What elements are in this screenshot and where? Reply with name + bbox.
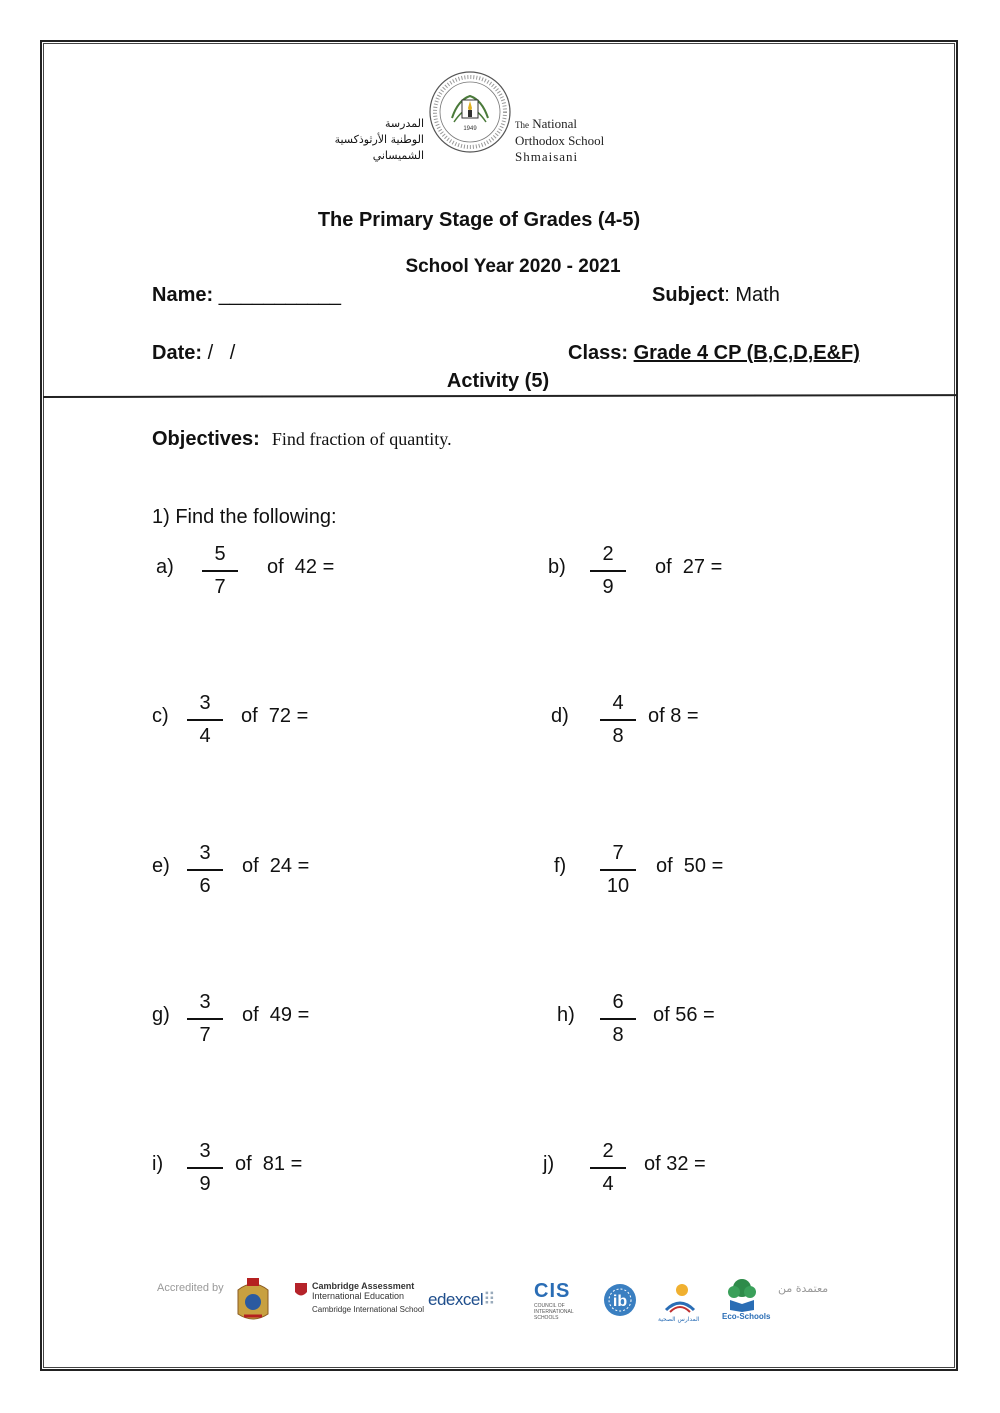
fraction-numerator: 7 — [612, 842, 624, 864]
edexcel-logo — [428, 1290, 495, 1310]
jordan-coat-of-arms-icon — [234, 1276, 272, 1324]
school-name-line1: National — [532, 116, 578, 131]
fraction-denominator: 10 — [606, 875, 630, 897]
fraction-numerator: 5 — [214, 543, 226, 565]
name-field[interactable] — [152, 284, 341, 307]
problem-item — [0, 991, 1000, 1074]
school-year: School Year 2020 - 2021 — [405, 256, 621, 277]
problem-expression[interactable]: of 8 = — [648, 705, 699, 727]
problem-letter: e) — [152, 855, 170, 877]
fraction-bar — [590, 570, 626, 572]
problem-expression[interactable]: of 32 = — [644, 1153, 706, 1175]
school-name-english — [515, 116, 604, 165]
fraction-numerator: 2 — [602, 1140, 614, 1162]
healthy-schools-icon — [660, 1280, 700, 1316]
fraction-denominator: 7 — [214, 576, 226, 598]
seal-year: 1949 — [463, 126, 477, 132]
problem-letter: a) — [156, 556, 174, 578]
class-label: Class: — [568, 342, 629, 364]
fraction — [600, 691, 636, 748]
subject-value: : Math — [724, 284, 780, 306]
problem-letter: d) — [551, 705, 569, 727]
school-name-ar-line1: المدرسة — [385, 117, 424, 130]
problem-letter: f) — [554, 855, 567, 877]
fraction-numerator: 3 — [199, 692, 211, 714]
fraction-bar — [600, 719, 636, 721]
edexcel-dots-icon: ⠿ — [483, 1290, 496, 1309]
fraction-numerator: 2 — [602, 543, 614, 565]
question-prompt: 1) Find the following: — [152, 506, 337, 528]
name-blank[interactable]: ___________ — [218, 284, 342, 306]
eco-schools-label: Eco-Schools — [722, 1312, 771, 1321]
subject-field — [652, 284, 780, 307]
problem-expression[interactable]: of 56 = — [653, 1004, 715, 1026]
edexcel-text: edexcel — [428, 1290, 484, 1309]
ib-text: ib — [612, 1293, 628, 1310]
objectives — [152, 428, 452, 451]
problem-expression[interactable]: of 49 = — [242, 1004, 310, 1026]
accreditation-footer — [150, 1272, 850, 1332]
fraction-denominator: 8 — [612, 725, 624, 747]
fraction-bar — [600, 869, 636, 871]
cis-subtitle: COUNCIL OF INTERNATIONAL SCHOOLS — [534, 1303, 574, 1321]
class-field — [568, 342, 860, 365]
eco-schools-icon — [726, 1278, 758, 1312]
objectives-label: Objectives: — [152, 428, 260, 450]
fraction-denominator: 9 — [199, 1173, 211, 1195]
healthy-schools-label: المدارس الصحية — [658, 1316, 700, 1323]
cambridge-line3: Cambridge International School — [312, 1305, 425, 1314]
problem-letter: c) — [152, 705, 169, 727]
problem-expression[interactable]: of 81 = — [235, 1153, 303, 1175]
date-value[interactable]: / / — [202, 342, 236, 364]
school-name-ar-line2: الوطنية الأرثوذكسية — [334, 133, 424, 146]
cambridge-logo — [312, 1281, 424, 1315]
accredited-by-arabic-label: معتمدة من — [778, 1282, 829, 1295]
school-name-arabic — [318, 116, 424, 164]
school-name-ar-line3: الشميساني — [372, 149, 424, 162]
school-name-line2: Orthodox School — [515, 133, 605, 148]
fraction-numerator: 3 — [199, 991, 211, 1013]
date-label: Date: — [152, 342, 203, 364]
problem-item — [0, 543, 1000, 626]
cis-text: CIS — [534, 1280, 571, 1302]
school-seal-icon — [428, 70, 512, 154]
problem-expression[interactable]: of 50 = — [656, 855, 724, 877]
fraction-numerator: 3 — [199, 1140, 211, 1162]
school-name-prefix: The — [515, 120, 529, 130]
fraction — [600, 841, 636, 898]
problem-item — [0, 1140, 1000, 1223]
date-field[interactable] — [152, 342, 235, 365]
school-name-line3: Shmaisani — [515, 149, 579, 164]
problem-letter: h) — [557, 1004, 575, 1026]
cambridge-shield-icon — [294, 1282, 308, 1300]
name-label: Name: — [152, 284, 214, 306]
fraction — [590, 542, 626, 599]
problem-letter: i) — [152, 1153, 164, 1175]
fraction-denominator: 4 — [199, 725, 211, 747]
fraction-bar — [600, 1018, 636, 1020]
fraction-denominator: 8 — [612, 1024, 624, 1046]
problem-letter: g) — [152, 1004, 170, 1026]
cis-logo — [534, 1280, 578, 1321]
ib-logo-icon — [602, 1282, 638, 1318]
fraction-numerator: 6 — [612, 991, 624, 1013]
cambridge-line2: International Education — [312, 1291, 405, 1301]
cambridge-line1: Cambridge Assessment — [312, 1281, 415, 1291]
accredited-by-label: Accredited by — [157, 1282, 224, 1294]
fraction-denominator: 4 — [602, 1173, 614, 1195]
problem-expression[interactable]: of 24 = — [242, 855, 310, 877]
fraction — [600, 990, 636, 1047]
page-title: The Primary Stage of Grades (4-5) — [317, 209, 641, 231]
fraction-numerator: 3 — [199, 842, 211, 864]
problem-letter: j) — [543, 1153, 555, 1175]
fraction-denominator: 6 — [199, 875, 211, 897]
problem-letter: b) — [548, 556, 566, 578]
fraction-denominator: 7 — [199, 1024, 211, 1046]
fraction-bar — [590, 1167, 626, 1169]
problem-expression[interactable]: of 42 = — [267, 556, 335, 578]
objectives-text: Find fraction of quantity. — [271, 429, 452, 449]
problem-expression[interactable]: of 27 = — [655, 556, 723, 578]
fraction — [590, 1139, 626, 1196]
activity-title: Activity (5) — [446, 370, 550, 392]
fraction-denominator: 9 — [602, 576, 614, 598]
problem-item — [0, 842, 1000, 925]
problem-expression[interactable]: of 72 = — [241, 705, 309, 727]
subject-label: Subject — [652, 284, 725, 306]
class-value: Grade 4 CP (B,C,D,E&F) — [633, 342, 860, 364]
problem-item — [0, 692, 1000, 775]
fraction-numerator: 4 — [612, 692, 624, 714]
